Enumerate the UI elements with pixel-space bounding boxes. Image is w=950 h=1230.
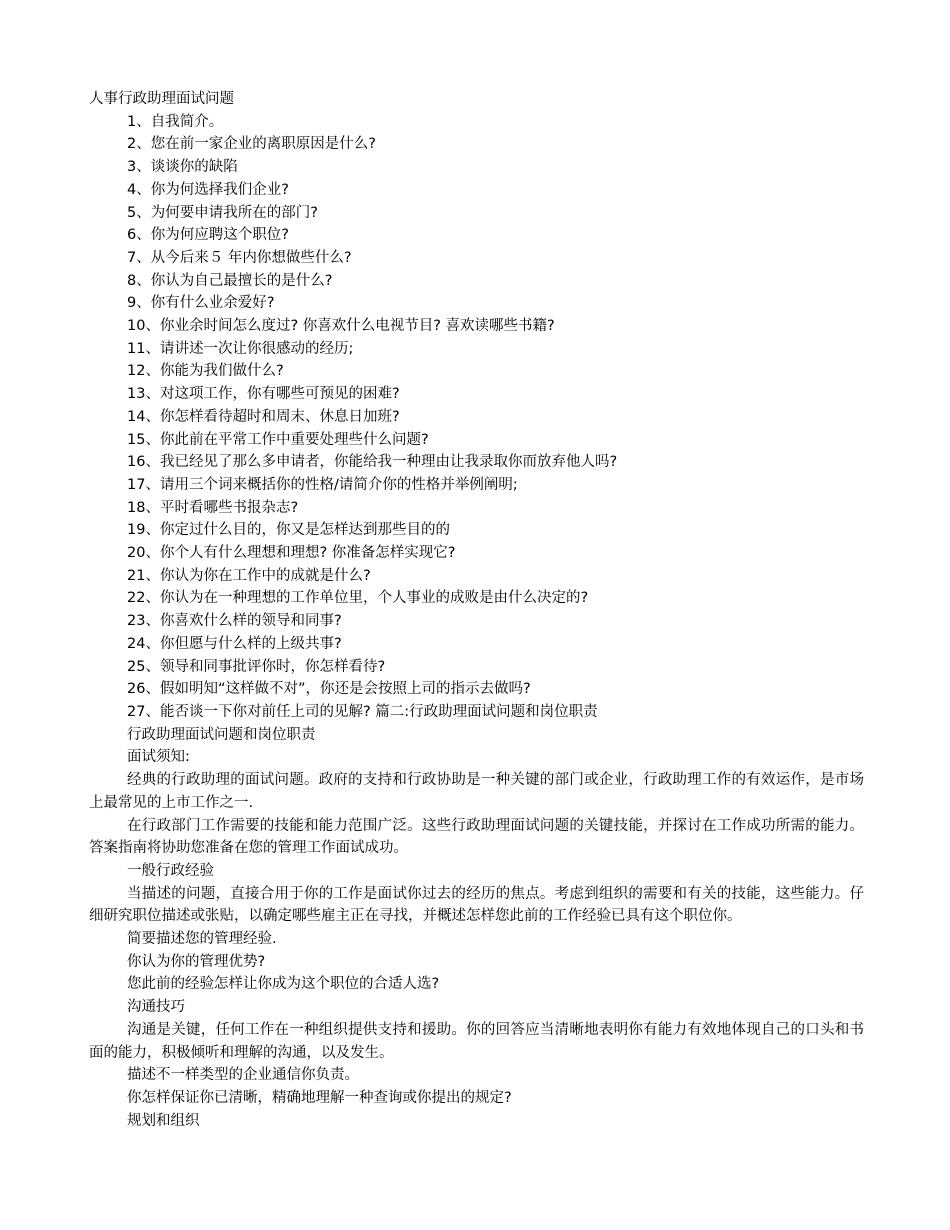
question-item: 简要描述您的管理经验. — [127, 931, 277, 948]
section-heading: 面试须知: — [127, 749, 190, 766]
question-item: 16、我已经见了那么多申请者，你能给我一种理由让我录取你而放弃他人吗? — [127, 454, 618, 471]
section-heading: 沟通技巧 — [127, 999, 185, 1016]
document-title: 人事行政助理面试问题 — [89, 91, 234, 107]
question-item: 5、为何要申请我所在的部门? — [127, 204, 318, 221]
question-item: 13、对这项工作，你有哪些可预见的困难? — [127, 386, 400, 403]
question-item: 19、你定过什么目的，你又是怎样达到那些目的的 — [127, 522, 450, 539]
question-item: 27、能否谈一下你对前任上司的见解? 篇二:行政助理面试问题和岗位职责 — [127, 703, 598, 720]
question-item: 22、你认为在一种理想的工作单位里，个人事业的成败是由什么决定的? — [127, 590, 589, 607]
question-item: 20、你个人有什么理想和理想? 你准备怎样实现它? — [127, 545, 456, 562]
paragraph: 当描述的问题，直接合用于你的工作是面试你过去的经历的焦点。考虑到组织的需要和有关的技能，这些能力。仔细研究职位描述或张贴，以确定哪些雇主正在寻找，并概述怎样您此前的工作经验已具有这个职位你。 — [89, 885, 864, 925]
question-item: 描述不一样类型的企业通信你负责。 — [127, 1067, 359, 1084]
question-item: 2、您在前一家企业的离职原因是什么? — [127, 136, 376, 153]
question-item: 你怎样保证你已清晰，精确地理解一种查询或你提出的规定? — [127, 1089, 512, 1106]
question-item: 您此前的经验怎样让你成为这个职位的合适人选? — [127, 976, 440, 993]
section-title: 行政助理面试问题和岗位职责 — [127, 726, 316, 743]
question-item: 6、你为何应聘这个职位? — [127, 227, 289, 244]
question-item: 9、你有什么业余爱好? — [127, 295, 275, 312]
question-item: 23、你喜欢什么样的领导和同事? — [127, 613, 342, 630]
paragraph: 经典的行政助理的面试问题。政府的支持和行政协助是一种关键的部门或企业，行政助理工作的有效运作，是市场上最常见的上市工作之一. — [89, 772, 864, 811]
document-page — [89, 88, 864, 1132]
question-item: 11、请讲述一次让你很感动的经历; — [127, 340, 354, 357]
question-item: 26、假如明知“这样做不对”，你还是会按照上司的指示去做吗? — [127, 681, 531, 698]
question-item: 14、你怎样看待超时和周末、休息日加班? — [127, 408, 400, 425]
question-item: 15、你此前在平常工作中重要处理些什么问题? — [127, 431, 429, 448]
question-item: 3、谈谈你的缺陷 — [127, 159, 238, 176]
question-item: 24、你但愿与什么样的上级共事? — [127, 635, 342, 652]
section-heading: 一般行政经验 — [127, 862, 214, 879]
section-heading: 规划和组织 — [127, 1112, 200, 1129]
question-item: 1、自我简介。 — [127, 113, 224, 130]
question-item: 17、请用三个词来概括你的性格/请简介你的性格并举例阐明; — [127, 476, 518, 493]
question-item: 7、从今后来５ 年内你想做些什么? — [127, 249, 352, 266]
question-item: 12、你能为我们做什么? — [127, 363, 284, 380]
question-item: 你认为你的管理优势? — [127, 953, 266, 970]
paragraph: 在行政部门工作需要的技能和能力范围广泛。这些行政助理面试问题的关键技能，并探讨在工作成功所需的能力。答案指南将协助您准备在您的管理工作面试成功。 — [89, 817, 864, 857]
question-item: 10、你业余时间怎么度过? 你喜欢什么电视节目? 喜欢读哪些书籍? — [127, 318, 555, 335]
question-item: 8、你认为自己最擅长的是什么? — [127, 272, 333, 289]
question-item: 25、领导和同事批评你时，你怎样看待? — [127, 658, 386, 675]
question-item: 21、你认为你在工作中的成就是什么? — [127, 567, 371, 584]
question-item: 4、你为何选择我们企业? — [127, 181, 289, 198]
question-list — [89, 111, 864, 724]
paragraph: 沟通是关键，任何工作在一种组织提供支持和援助。你的回答应当清晰地表明你有能力有效地体现自己的口头和书面的能力，积极倾听和理解的沟通，以及发生。 — [89, 1021, 864, 1061]
question-item: 18、平时看哪些书报杂志? — [127, 499, 299, 516]
